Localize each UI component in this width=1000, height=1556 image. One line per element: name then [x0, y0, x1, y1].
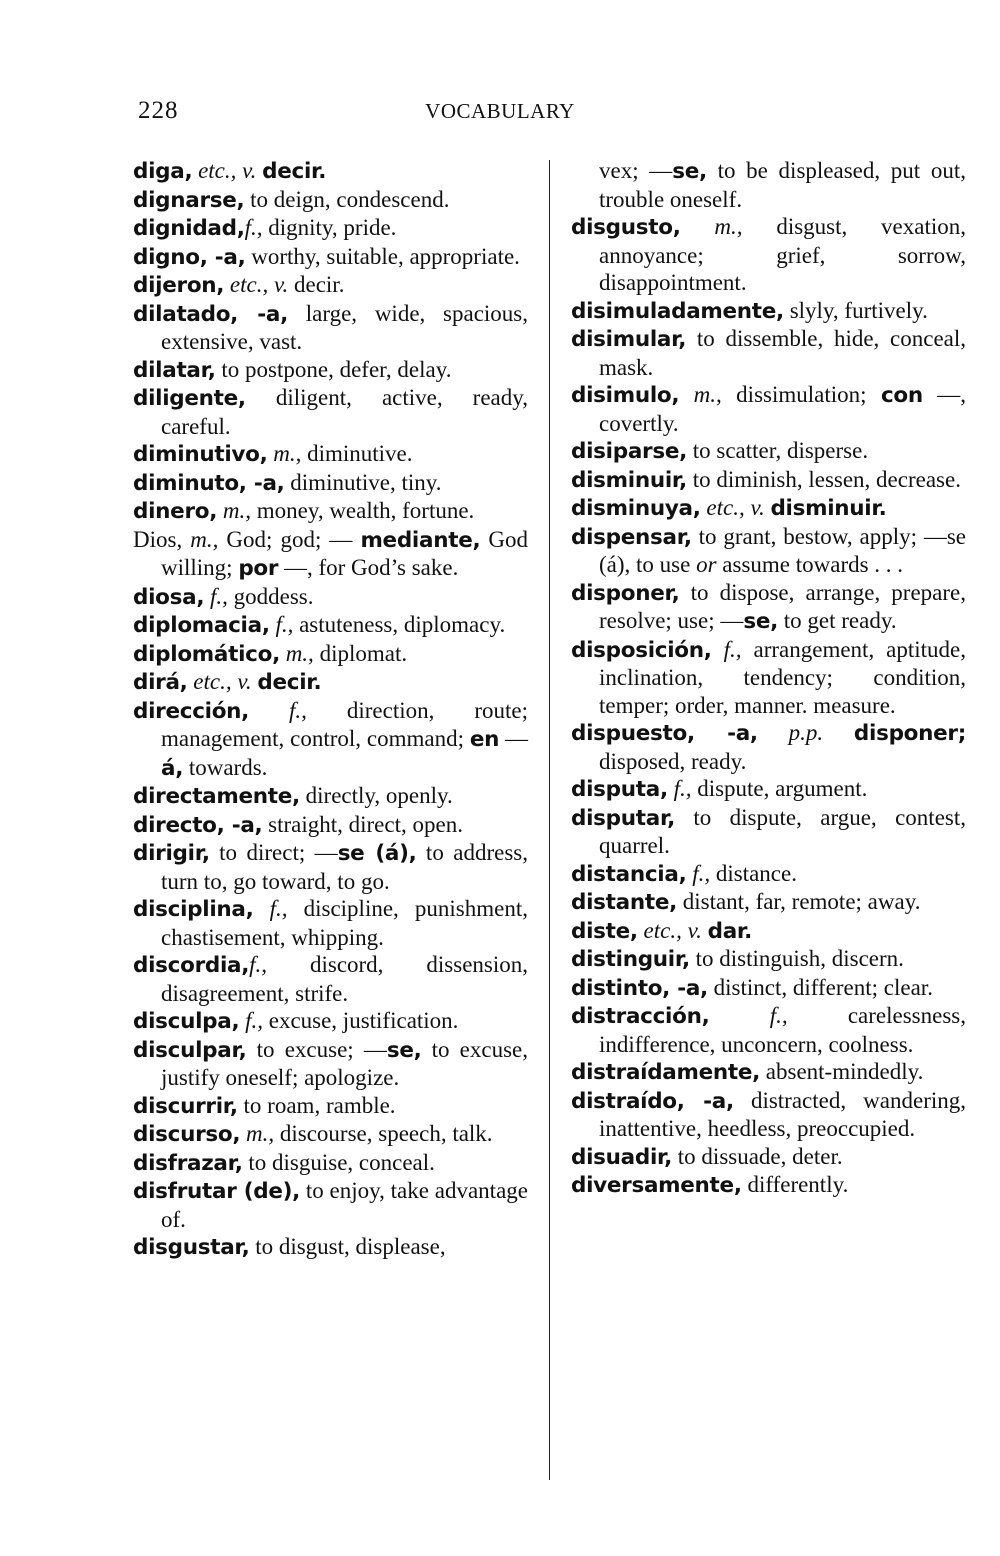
headword: disfrazar,	[133, 1150, 243, 1176]
running-title: VOCABULARY	[425, 99, 575, 123]
headword: distante,	[571, 890, 677, 915]
headword: disponer;	[853, 721, 967, 746]
headword: disgusto,	[571, 215, 681, 240]
dictionary-entry	[571, 157, 966, 213]
headword: se,	[743, 609, 779, 634]
definition-text: arrangement, aptitude, inclination, tendency; condition, temper; order, manner. measure.	[599, 636, 966, 718]
grammar-label: p.p.	[788, 720, 824, 745]
grammar-label: m.,	[285, 640, 314, 666]
definition-text: goddess.	[227, 583, 314, 609]
definition-text: God willing;	[161, 526, 528, 580]
grammar-label: etc.,	[229, 272, 269, 297]
dictionary-entry	[133, 611, 528, 640]
definition-text: straight, direct, open.	[262, 811, 463, 837]
grammar-label: m.,	[246, 1121, 275, 1146]
definition-text	[712, 637, 724, 662]
headword: dirá,	[133, 670, 188, 695]
definition-text: —, for God’s sake.	[278, 555, 459, 580]
grammar-label: f.,	[269, 896, 288, 921]
definition-text: large, wide, spacious, extensive, vast.	[161, 300, 529, 354]
dictionary-entry	[133, 697, 528, 783]
dictionary-entry	[571, 381, 966, 437]
dictionary-entry	[133, 895, 528, 951]
headword: diminutivo,	[133, 442, 268, 467]
headword: disminuir,	[571, 467, 687, 493]
headword: diligente,	[133, 386, 246, 411]
headword: disiparse,	[571, 439, 687, 464]
dictionary-entry	[133, 384, 528, 440]
column-divider	[549, 160, 550, 1480]
definition-text: to postpone, defer, delay.	[215, 356, 452, 382]
headword: disuadir,	[571, 1144, 673, 1170]
dictionary-entry	[133, 811, 528, 840]
right-column	[571, 157, 966, 1200]
headword: digno, -a,	[133, 244, 246, 270]
dictionary-entry	[133, 526, 528, 583]
definition-text	[679, 382, 693, 407]
headword: se,	[672, 159, 707, 184]
grammar-label: m.,	[222, 498, 251, 523]
definition-text: to enjoy, take advantage of.	[161, 1178, 528, 1232]
dictionary-entry	[571, 466, 966, 495]
definition-text: to dissuade, deter.	[672, 1143, 843, 1169]
definition-text	[823, 720, 854, 745]
grammar-label: f.,	[769, 1003, 788, 1028]
headword: discurso,	[133, 1122, 241, 1147]
headword: diversamente,	[571, 1173, 742, 1198]
dictionary-entry	[133, 271, 528, 300]
definition-text: Dios,	[133, 526, 183, 552]
dictionary-entry	[571, 945, 966, 974]
headword: distraídamente,	[571, 1060, 761, 1085]
headword: disfrutar (de),	[133, 1179, 301, 1204]
definition-text	[709, 1003, 769, 1028]
grammar-label: f.,	[275, 612, 294, 637]
grammar-label: v.	[273, 272, 289, 297]
headword: disgustar,	[133, 1235, 250, 1260]
grammar-label: f.,	[245, 1008, 263, 1033]
definition-text: direction, route; management, control, command;	[161, 697, 528, 751]
headword: dignarse,	[133, 187, 245, 213]
definition-text: distant, far, remote; away.	[676, 889, 921, 914]
definition-text: to disgust, displease,	[249, 1234, 446, 1259]
dictionary-entry	[133, 1092, 528, 1121]
grammar-label: f.,	[249, 952, 268, 977]
definition-text: to roam, ramble.	[237, 1092, 396, 1118]
headword: diplomático,	[133, 641, 280, 667]
definition-text: dignity, pride.	[262, 215, 397, 240]
dictionary-entry	[571, 325, 966, 381]
definition-text: discourse, speech, talk.	[274, 1121, 493, 1146]
dictionary-entry	[133, 782, 528, 811]
grammar-label: v.	[242, 158, 257, 183]
headword: mediante,	[360, 527, 481, 553]
headword: dirigir,	[133, 841, 210, 866]
definition-text: differently.	[741, 1172, 849, 1197]
definition-text: decir.	[288, 272, 345, 297]
dictionary-entry	[571, 297, 966, 326]
definition-text: diminutive, tiny.	[284, 469, 442, 495]
grammar-label: f.,	[244, 215, 263, 240]
definition-text: distinct, different; clear.	[707, 974, 933, 1000]
definition-text: carelessness, indifference, unconcern, coolness.	[599, 1003, 966, 1057]
dictionary-entry	[571, 917, 966, 946]
dictionary-entry	[571, 1002, 966, 1058]
dictionary-entry	[133, 157, 528, 186]
definition-text: diplomat.	[313, 640, 408, 666]
definition-text: to dissemble, hide, conceal, mask.	[599, 326, 966, 380]
grammar-label: f.,	[289, 697, 307, 723]
headword: directamente,	[133, 784, 300, 809]
dictionary-entry	[571, 888, 966, 917]
dictionary-entry	[571, 636, 966, 720]
definition-text: discord, dissension, disagreement, strife.	[161, 952, 528, 1006]
dictionary-entry	[571, 719, 966, 775]
definition-text: slyly, furtively.	[783, 297, 928, 323]
definition-text: disposed, ready.	[599, 748, 747, 774]
dictionary-entry	[571, 1058, 966, 1087]
headword: distinto, -a,	[571, 975, 708, 1001]
grammar-label: m.,	[714, 214, 743, 239]
dictionary-entry	[133, 243, 528, 272]
definition-text: to deign, condescend.	[244, 186, 450, 212]
headword: discordia,	[133, 953, 250, 978]
definition-text: God; god; —	[218, 526, 361, 552]
headword: distraído, -a,	[571, 1088, 734, 1114]
definition-text: diligent, active, ready, careful.	[161, 385, 528, 439]
headword: por	[238, 556, 279, 581]
dictionary-entry	[133, 668, 528, 697]
dictionary-entry	[571, 1087, 966, 1143]
definition-text: astuteness, diplomacy.	[293, 612, 506, 637]
headword: en	[469, 727, 500, 752]
headword: disputa,	[571, 777, 668, 802]
dictionary-entry	[133, 186, 528, 215]
definition-text: to grant, bestow, apply; —se (á), to use	[599, 523, 966, 577]
definition-text	[249, 698, 289, 723]
dictionary-entry	[571, 860, 966, 889]
grammar-label: or	[696, 552, 717, 577]
dictionary-entry	[571, 523, 966, 579]
definition-text: disgust, vexation, annoyance; grief, sorrow, disappointment.	[599, 214, 966, 295]
dictionary-entry	[133, 300, 528, 356]
definition-text: excuse, justification.	[262, 1008, 459, 1033]
headword: disponer,	[571, 580, 680, 606]
dictionary-entry	[571, 579, 966, 636]
headword: dispensar,	[571, 524, 692, 550]
headword: disputar,	[571, 805, 675, 831]
dictionary-entry	[133, 1036, 528, 1092]
grammar-label: etc.,	[706, 495, 745, 520]
definition-text: assume towards . . .	[716, 552, 904, 577]
headword: disimulo,	[571, 383, 680, 408]
headword: disciplina,	[133, 897, 254, 922]
definition-text: to direct; —	[209, 840, 338, 865]
headword: con	[880, 383, 923, 408]
headword: diplomacia,	[133, 613, 270, 638]
definition-text: money, wealth, fortune.	[250, 498, 475, 523]
headword: dispuesto, -a,	[571, 721, 758, 746]
dictionary-entry	[571, 1143, 966, 1172]
headword: disimuladamente,	[571, 298, 784, 324]
definition-text: —, covertly.	[599, 382, 967, 436]
definition-text: diminutive.	[301, 441, 413, 466]
dictionary-entry	[571, 804, 966, 860]
headword: dilatar,	[133, 357, 216, 383]
dictionary-entry	[133, 214, 528, 243]
headword: diga,	[133, 159, 193, 184]
headword: disculpa,	[133, 1009, 240, 1034]
definition-text: to disguise, conceal.	[242, 1149, 435, 1175]
definition-text: to excuse, justify oneself; apologize.	[161, 1036, 529, 1090]
headword: distracción,	[571, 1004, 710, 1029]
dictionary-entry	[133, 1007, 528, 1036]
definition-text: to diminish, lessen, decrease.	[686, 466, 961, 492]
left-column	[133, 157, 528, 1262]
definition-text: —	[499, 726, 529, 751]
headword: dar.	[707, 918, 753, 944]
headword: dignidad,	[133, 216, 245, 241]
dictionary-entry	[571, 775, 966, 804]
headword: dirección,	[133, 698, 250, 724]
grammar-label: m.,	[190, 526, 219, 552]
definition-text: to address, turn to, go toward, to go.	[161, 840, 528, 894]
dictionary-entry	[133, 1120, 528, 1149]
definition-text: to get ready.	[778, 608, 897, 633]
grammar-label: m.,	[693, 382, 722, 407]
headword: disminuya,	[571, 496, 701, 521]
definition-text: directly, openly.	[299, 783, 453, 808]
grammar-label: etc.,	[643, 917, 682, 943]
headword: dijeron,	[133, 273, 225, 298]
headword: distinguir,	[571, 947, 690, 972]
grammar-label: etc.,	[198, 158, 237, 183]
headword: decir.	[262, 159, 327, 184]
grammar-label: v.	[237, 669, 252, 694]
headword: diosa,	[133, 584, 205, 610]
dictionary-entry	[133, 1233, 528, 1262]
headword: distancia,	[571, 861, 687, 887]
grammar-label: f.,	[209, 583, 228, 609]
definition-text: to excuse; —	[246, 1036, 387, 1062]
dictionary-entry	[133, 640, 528, 669]
dictionary-entry	[133, 1149, 528, 1178]
headword: decir.	[257, 670, 322, 695]
definition-text: vex; —	[599, 158, 673, 183]
definition-text: absent-mindedly.	[760, 1059, 924, 1084]
definition-text: distance.	[710, 860, 797, 886]
definition-text: distracted, wandering, inattentive, heedless, preoccupied.	[599, 1087, 966, 1141]
headword: discurrir,	[133, 1093, 238, 1119]
dictionary-entry	[571, 213, 966, 297]
definition-text: to distinguish, discern.	[689, 946, 904, 971]
definition-text: to scatter, disperse.	[686, 438, 869, 463]
grammar-label: etc.,	[193, 669, 232, 694]
grammar-label: v.	[750, 495, 765, 520]
definition-text	[758, 720, 789, 745]
headword: diminuto, -a,	[133, 470, 285, 496]
grammar-label: f.,	[692, 860, 711, 886]
dictionary-entry	[133, 497, 528, 526]
dictionary-entry	[571, 437, 966, 466]
headword: disculpar,	[133, 1037, 247, 1063]
grammar-label: m.,	[273, 441, 302, 466]
dictionary-entry	[133, 356, 528, 385]
dictionary-entry	[571, 494, 966, 523]
headword: disposición,	[571, 637, 712, 663]
dictionary-entry	[133, 583, 528, 612]
headword: dinero,	[133, 499, 218, 524]
dictionary-entry	[133, 469, 528, 498]
headword: directo, -a,	[133, 812, 263, 838]
dictionary-entry	[133, 839, 528, 895]
definition-text: worthy, suitable, appropriate.	[245, 243, 520, 269]
dictionary-entry	[133, 1177, 528, 1233]
grammar-label: v.	[687, 917, 702, 943]
page-number: 228	[138, 97, 179, 124]
definition-text: to dispute, argue, contest, quarrel.	[599, 804, 966, 858]
dictionary-entry	[133, 951, 528, 1007]
definition-text	[253, 896, 269, 921]
headword: dilatado, -a,	[133, 301, 288, 327]
definition-text: discipline, punishment, chastisement, whipping.	[161, 896, 528, 950]
definition-text: towards.	[183, 754, 268, 780]
definition-text: to dispose, arrange, prepare, resolve; use; —	[599, 579, 966, 633]
definition-text: dissimulation;	[721, 382, 881, 407]
headword: se,	[386, 1037, 422, 1063]
grammar-label: f.,	[723, 636, 742, 662]
page-header	[0, 97, 1000, 131]
definition-text: to be displeased, put out, trouble oneself.	[599, 158, 966, 212]
headword: á,	[161, 755, 184, 781]
grammar-label: f.,	[673, 776, 692, 801]
dictionary-entry	[571, 974, 966, 1003]
headword: disimular,	[571, 327, 687, 352]
dictionary-entry	[133, 440, 528, 469]
definition-text: dispute, argument.	[691, 776, 868, 801]
definition-text	[681, 214, 715, 239]
headword: se (á),	[337, 841, 417, 866]
headword: disminuir.	[770, 496, 887, 521]
dictionary-entry	[571, 1171, 966, 1200]
headword: diste,	[571, 918, 638, 944]
